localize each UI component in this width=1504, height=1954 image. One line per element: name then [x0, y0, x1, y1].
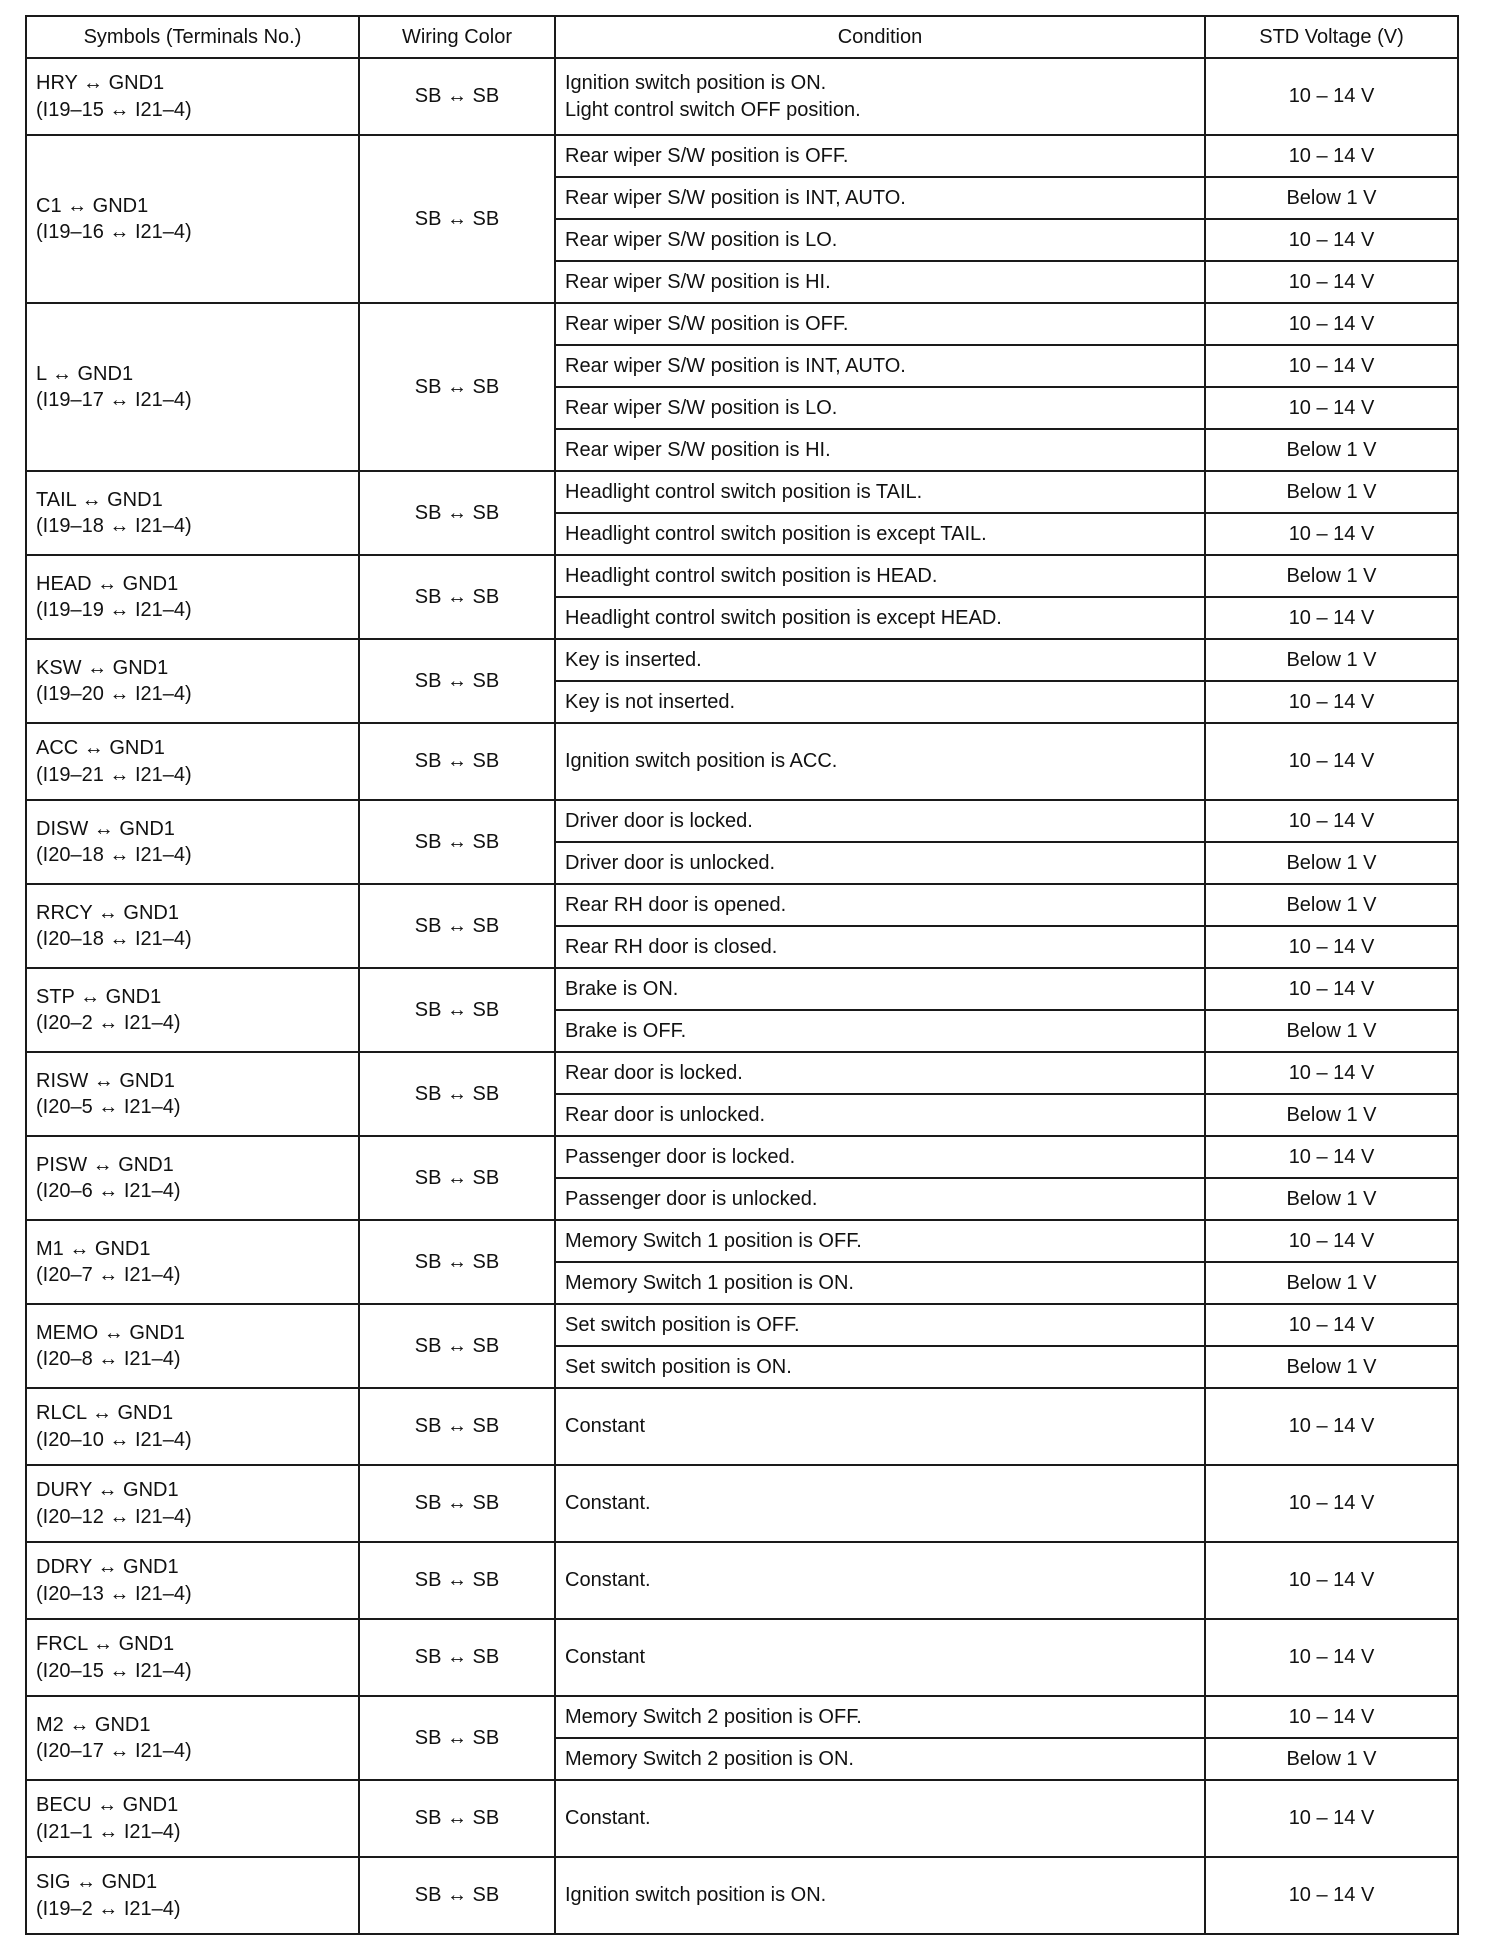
condition-cell	[555, 639, 1205, 681]
terminal-numbers: (I20–18 ↔ I21–4)	[36, 928, 192, 950]
wiring-color-cell: SB ↔ SB	[359, 471, 555, 555]
condition-cell	[555, 1304, 1205, 1346]
table-row	[26, 1304, 1458, 1346]
std-voltage-cell: Below 1 V	[1205, 429, 1458, 471]
std-voltage-cell: 10 – 14 V	[1205, 681, 1458, 723]
table-row	[26, 1388, 1458, 1465]
symbol-name: M2 ↔ GND1	[36, 1713, 151, 1736]
std-voltage-cell: 10 – 14 V	[1205, 597, 1458, 639]
terminal-numbers: (I19–17 ↔ I21–4)	[36, 389, 192, 411]
std-voltage-cell: Below 1 V	[1205, 177, 1458, 219]
condition-cell	[555, 261, 1205, 303]
std-voltage-cell: Below 1 V	[1205, 639, 1458, 681]
condition-text: Brake is ON.	[565, 977, 679, 1000]
symbol-cell	[26, 1857, 359, 1934]
table-row	[26, 1696, 1458, 1738]
symbol-name: RLCL ↔ GND1	[36, 1402, 174, 1425]
table-row	[26, 884, 1458, 926]
std-voltage-cell: 10 – 14 V	[1205, 1304, 1458, 1346]
wiring-color-cell: SB ↔ SB	[359, 1696, 555, 1780]
table-row	[26, 1465, 1458, 1542]
wiring-color-cell: SB ↔ SB	[359, 1780, 555, 1857]
condition-cell	[555, 1346, 1205, 1388]
condition-cell	[555, 1780, 1205, 1857]
symbol-name: DURY ↔ GND1	[36, 1479, 179, 1502]
condition-cell	[555, 177, 1205, 219]
symbol-name: M1 ↔ GND1	[36, 1237, 151, 1260]
terminal-numbers: (I20–18 ↔ I21–4)	[36, 844, 192, 866]
table-row	[26, 555, 1458, 597]
condition-text: Passenger door is unlocked.	[565, 1187, 818, 1210]
condition-text: Memory Switch 2 position is OFF.	[565, 1705, 862, 1728]
symbol-name: C1 ↔ GND1	[36, 194, 149, 217]
symbol-name: FRCL ↔ GND1	[36, 1633, 175, 1656]
condition-cell	[555, 1178, 1205, 1220]
condition-cell	[555, 1388, 1205, 1465]
std-voltage-cell: Below 1 V	[1205, 1262, 1458, 1304]
condition-text: Key is not inserted.	[565, 690, 736, 713]
terminal-numbers: (I19–18 ↔ I21–4)	[36, 515, 192, 537]
condition-cell	[555, 555, 1205, 597]
table-row	[26, 1619, 1458, 1696]
symbol-cell	[26, 639, 359, 723]
table-row	[26, 1136, 1458, 1178]
wiring-color-cell: SB ↔ SB	[359, 1304, 555, 1388]
symbol-cell	[26, 723, 359, 800]
condition-text: Constant	[565, 1415, 646, 1438]
table-row	[26, 1052, 1458, 1094]
condition-text: Constant.	[565, 1492, 651, 1515]
terminal-numbers: (I20–2 ↔ I21–4)	[36, 1012, 181, 1034]
wiring-color-cell: SB ↔ SB	[359, 303, 555, 471]
condition-text: Rear RH door is opened.	[565, 893, 787, 916]
wiring-color-cell: SB ↔ SB	[359, 884, 555, 968]
std-voltage-cell: 10 – 14 V	[1205, 1857, 1458, 1934]
symbol-cell	[26, 1220, 359, 1304]
terminal-voltage-table	[25, 15, 1459, 1935]
std-voltage-cell: 10 – 14 V	[1205, 219, 1458, 261]
condition-cell	[555, 513, 1205, 555]
table-row	[26, 800, 1458, 842]
wiring-color-cell: SB ↔ SB	[359, 1388, 555, 1465]
wiring-color-cell: SB ↔ SB	[359, 555, 555, 639]
table-row	[26, 135, 1458, 177]
symbol-name: HRY ↔ GND1	[36, 72, 165, 95]
std-voltage-cell: Below 1 V	[1205, 1010, 1458, 1052]
condition-cell	[555, 345, 1205, 387]
header-std-voltage: STD Voltage (V)	[1205, 16, 1458, 58]
condition-text: Memory Switch 1 position is OFF.	[565, 1229, 862, 1252]
std-voltage-cell: 10 – 14 V	[1205, 58, 1458, 135]
symbol-name: RRCY ↔ GND1	[36, 901, 179, 924]
condition-text: Rear wiper S/W position is LO.	[565, 228, 838, 251]
condition-text: Rear door is locked.	[565, 1061, 743, 1084]
table-row	[26, 58, 1458, 135]
terminal-numbers: (I19–19 ↔ I21–4)	[36, 599, 192, 621]
condition-cell	[555, 926, 1205, 968]
std-voltage-cell: 10 – 14 V	[1205, 1388, 1458, 1465]
symbol-name: BECU ↔ GND1	[36, 1794, 179, 1817]
terminal-numbers: (I20–6 ↔ I21–4)	[36, 1180, 181, 1202]
table-row	[26, 968, 1458, 1010]
condition-text: Rear wiper S/W position is INT, AUTO.	[565, 354, 906, 377]
condition-cell	[555, 723, 1205, 800]
condition-text: Constant.	[565, 1569, 651, 1592]
condition-text: Passenger door is locked.	[565, 1145, 796, 1168]
terminal-numbers: (I20–13 ↔ I21–4)	[36, 1582, 192, 1605]
condition-cell	[555, 1136, 1205, 1178]
std-voltage-cell: 10 – 14 V	[1205, 303, 1458, 345]
std-voltage-cell: 10 – 14 V	[1205, 1619, 1458, 1696]
std-voltage-cell: Below 1 V	[1205, 1094, 1458, 1136]
std-voltage-cell: 10 – 14 V	[1205, 1220, 1458, 1262]
std-voltage-cell: 10 – 14 V	[1205, 345, 1458, 387]
symbol-cell	[26, 1388, 359, 1465]
condition-text: Constant	[565, 1646, 646, 1669]
wiring-color-cell: SB ↔ SB	[359, 1052, 555, 1136]
std-voltage-cell: 10 – 14 V	[1205, 1696, 1458, 1738]
condition-cell	[555, 681, 1205, 723]
std-voltage-cell: Below 1 V	[1205, 1178, 1458, 1220]
condition-text: Rear wiper S/W position is OFF.	[565, 144, 849, 167]
condition-text: Headlight control switch position is TAIL.	[565, 480, 923, 503]
terminal-numbers: (I19–2 ↔ I21–4)	[36, 1897, 181, 1920]
condition-text: Set switch position is ON.	[565, 1355, 792, 1378]
condition-text: Rear wiper S/W position is INT, AUTO.	[565, 186, 906, 209]
condition-text: Driver door is locked.	[565, 809, 753, 832]
terminal-numbers: (I19–15 ↔ I21–4)	[36, 98, 192, 121]
wiring-color-cell: SB ↔ SB	[359, 1857, 555, 1934]
condition-cell	[555, 219, 1205, 261]
terminal-numbers: (I21–1 ↔ I21–4)	[36, 1820, 181, 1843]
terminal-numbers: (I20–5 ↔ I21–4)	[36, 1096, 181, 1118]
table-row	[26, 1542, 1458, 1619]
symbol-name: L ↔ GND1	[36, 362, 134, 385]
symbol-cell	[26, 555, 359, 639]
terminal-numbers: (I20–7 ↔ I21–4)	[36, 1264, 181, 1286]
symbol-cell	[26, 135, 359, 303]
condition-cell	[555, 597, 1205, 639]
condition-text: Memory Switch 2 position is ON.	[565, 1747, 854, 1770]
symbol-name: TAIL ↔ GND1	[36, 488, 163, 511]
wiring-color-cell: SB ↔ SB	[359, 1136, 555, 1220]
symbol-cell	[26, 1696, 359, 1780]
condition-text: Rear door is unlocked.	[565, 1103, 766, 1126]
symbol-cell	[26, 471, 359, 555]
symbol-cell	[26, 800, 359, 884]
wiring-color-cell: SB ↔ SB	[359, 723, 555, 800]
header-condition: Condition	[555, 16, 1205, 58]
condition-text: Ignition switch position is ON.	[565, 72, 827, 95]
table-row	[26, 1220, 1458, 1262]
condition-text: Constant.	[565, 1807, 651, 1830]
condition-cell	[555, 1052, 1205, 1094]
condition-text: Driver door is unlocked.	[565, 851, 776, 874]
condition-text: Rear wiper S/W position is OFF.	[565, 312, 849, 335]
header-row	[26, 16, 1458, 58]
symbol-cell	[26, 1304, 359, 1388]
condition-text: Headlight control switch position is except HEAD.	[565, 606, 1002, 629]
condition-text: Brake is OFF.	[565, 1019, 687, 1042]
condition-text: Key is inserted.	[565, 648, 702, 671]
table-header	[26, 16, 1458, 58]
condition-text: Headlight control switch position is except TAIL.	[565, 522, 987, 545]
table-row	[26, 1780, 1458, 1857]
std-voltage-cell: Below 1 V	[1205, 842, 1458, 884]
wiring-color-cell: SB ↔ SB	[359, 968, 555, 1052]
terminal-numbers: (I19–21 ↔ I21–4)	[36, 763, 192, 786]
symbol-name: MEMO ↔ GND1	[36, 1321, 185, 1344]
terminal-numbers: (I20–10 ↔ I21–4)	[36, 1428, 192, 1451]
terminal-numbers: (I20–17 ↔ I21–4)	[36, 1740, 192, 1762]
symbol-name: DISW ↔ GND1	[36, 817, 175, 840]
condition-cell	[555, 303, 1205, 345]
table-row	[26, 723, 1458, 800]
condition-cell	[555, 1738, 1205, 1780]
condition-cell	[555, 842, 1205, 884]
condition-cell	[555, 1542, 1205, 1619]
std-voltage-cell: 10 – 14 V	[1205, 968, 1458, 1010]
std-voltage-cell: 10 – 14 V	[1205, 1465, 1458, 1542]
condition-cell	[555, 968, 1205, 1010]
condition-cell	[555, 1220, 1205, 1262]
condition-cell	[555, 1857, 1205, 1934]
std-voltage-cell: 10 – 14 V	[1205, 513, 1458, 555]
wiring-color-cell: SB ↔ SB	[359, 1465, 555, 1542]
condition-cell	[555, 1262, 1205, 1304]
symbol-cell	[26, 1052, 359, 1136]
symbol-cell	[26, 1619, 359, 1696]
std-voltage-cell: 10 – 14 V	[1205, 387, 1458, 429]
condition-text: Light control switch OFF position.	[565, 98, 861, 121]
wiring-color-cell: SB ↔ SB	[359, 800, 555, 884]
symbol-cell	[26, 1136, 359, 1220]
std-voltage-cell: 10 – 14 V	[1205, 1136, 1458, 1178]
condition-text: Ignition switch position is ACC.	[565, 750, 838, 773]
symbol-name: SIG ↔ GND1	[36, 1871, 158, 1894]
std-voltage-cell: 10 – 14 V	[1205, 1052, 1458, 1094]
condition-cell	[555, 1465, 1205, 1542]
symbol-cell	[26, 303, 359, 471]
std-voltage-cell: 10 – 14 V	[1205, 1780, 1458, 1857]
std-voltage-cell: 10 – 14 V	[1205, 261, 1458, 303]
symbol-name: ACC ↔ GND1	[36, 737, 165, 760]
std-voltage-cell: 10 – 14 V	[1205, 1542, 1458, 1619]
header-symbols: Symbols (Terminals No.)	[26, 16, 359, 58]
table-row	[26, 1857, 1458, 1934]
condition-cell	[555, 884, 1205, 926]
condition-cell	[555, 1696, 1205, 1738]
symbol-cell	[26, 58, 359, 135]
condition-text: Memory Switch 1 position is ON.	[565, 1271, 854, 1294]
condition-cell	[555, 471, 1205, 513]
condition-cell	[555, 135, 1205, 177]
std-voltage-cell: 10 – 14 V	[1205, 135, 1458, 177]
symbol-name: STP ↔ GND1	[36, 985, 162, 1008]
terminal-numbers: (I20–12 ↔ I21–4)	[36, 1505, 192, 1528]
condition-text: Rear wiper S/W position is HI.	[565, 438, 831, 461]
condition-cell	[555, 1094, 1205, 1136]
symbol-name: DDRY ↔ GND1	[36, 1556, 179, 1579]
std-voltage-cell: Below 1 V	[1205, 1738, 1458, 1780]
terminal-numbers: (I20–8 ↔ I21–4)	[36, 1348, 181, 1370]
symbol-cell	[26, 968, 359, 1052]
condition-cell	[555, 800, 1205, 842]
std-voltage-cell: 10 – 14 V	[1205, 800, 1458, 842]
condition-text: Headlight control switch position is HEAD.	[565, 564, 938, 587]
terminal-numbers: (I19–20 ↔ I21–4)	[36, 683, 192, 705]
condition-cell	[555, 58, 1205, 135]
condition-cell	[555, 387, 1205, 429]
symbol-name: PISW ↔ GND1	[36, 1153, 174, 1176]
symbol-name: HEAD ↔ GND1	[36, 572, 179, 595]
std-voltage-cell: Below 1 V	[1205, 1346, 1458, 1388]
table-row	[26, 471, 1458, 513]
terminal-numbers: (I20–15 ↔ I21–4)	[36, 1659, 192, 1682]
wiring-color-cell: SB ↔ SB	[359, 1619, 555, 1696]
std-voltage-cell: Below 1 V	[1205, 555, 1458, 597]
table-row	[26, 303, 1458, 345]
std-voltage-cell: Below 1 V	[1205, 471, 1458, 513]
condition-text: Rear wiper S/W position is LO.	[565, 396, 838, 419]
condition-cell	[555, 1619, 1205, 1696]
condition-cell	[555, 1010, 1205, 1052]
condition-text: Rear RH door is closed.	[565, 935, 778, 958]
wiring-color-cell: SB ↔ SB	[359, 1220, 555, 1304]
symbol-cell	[26, 884, 359, 968]
wiring-color-cell: SB ↔ SB	[359, 639, 555, 723]
header-wiring-color: Wiring Color	[359, 16, 555, 58]
table-row	[26, 639, 1458, 681]
symbol-name: RISW ↔ GND1	[36, 1069, 175, 1092]
std-voltage-cell: 10 – 14 V	[1205, 723, 1458, 800]
std-voltage-cell: Below 1 V	[1205, 884, 1458, 926]
condition-text: Ignition switch position is ON.	[565, 1884, 827, 1907]
table-body	[26, 58, 1458, 1934]
wiring-color-cell: SB ↔ SB	[359, 58, 555, 135]
wiring-color-cell: SB ↔ SB	[359, 1542, 555, 1619]
condition-text: Rear wiper S/W position is HI.	[565, 270, 831, 293]
condition-text: Set switch position is OFF.	[565, 1313, 800, 1336]
std-voltage-cell: 10 – 14 V	[1205, 926, 1458, 968]
wiring-color-cell: SB ↔ SB	[359, 135, 555, 303]
symbol-cell	[26, 1465, 359, 1542]
symbol-cell	[26, 1780, 359, 1857]
symbol-name: KSW ↔ GND1	[36, 656, 169, 679]
symbol-cell	[26, 1542, 359, 1619]
terminal-numbers: (I19–16 ↔ I21–4)	[36, 221, 192, 243]
condition-cell	[555, 429, 1205, 471]
